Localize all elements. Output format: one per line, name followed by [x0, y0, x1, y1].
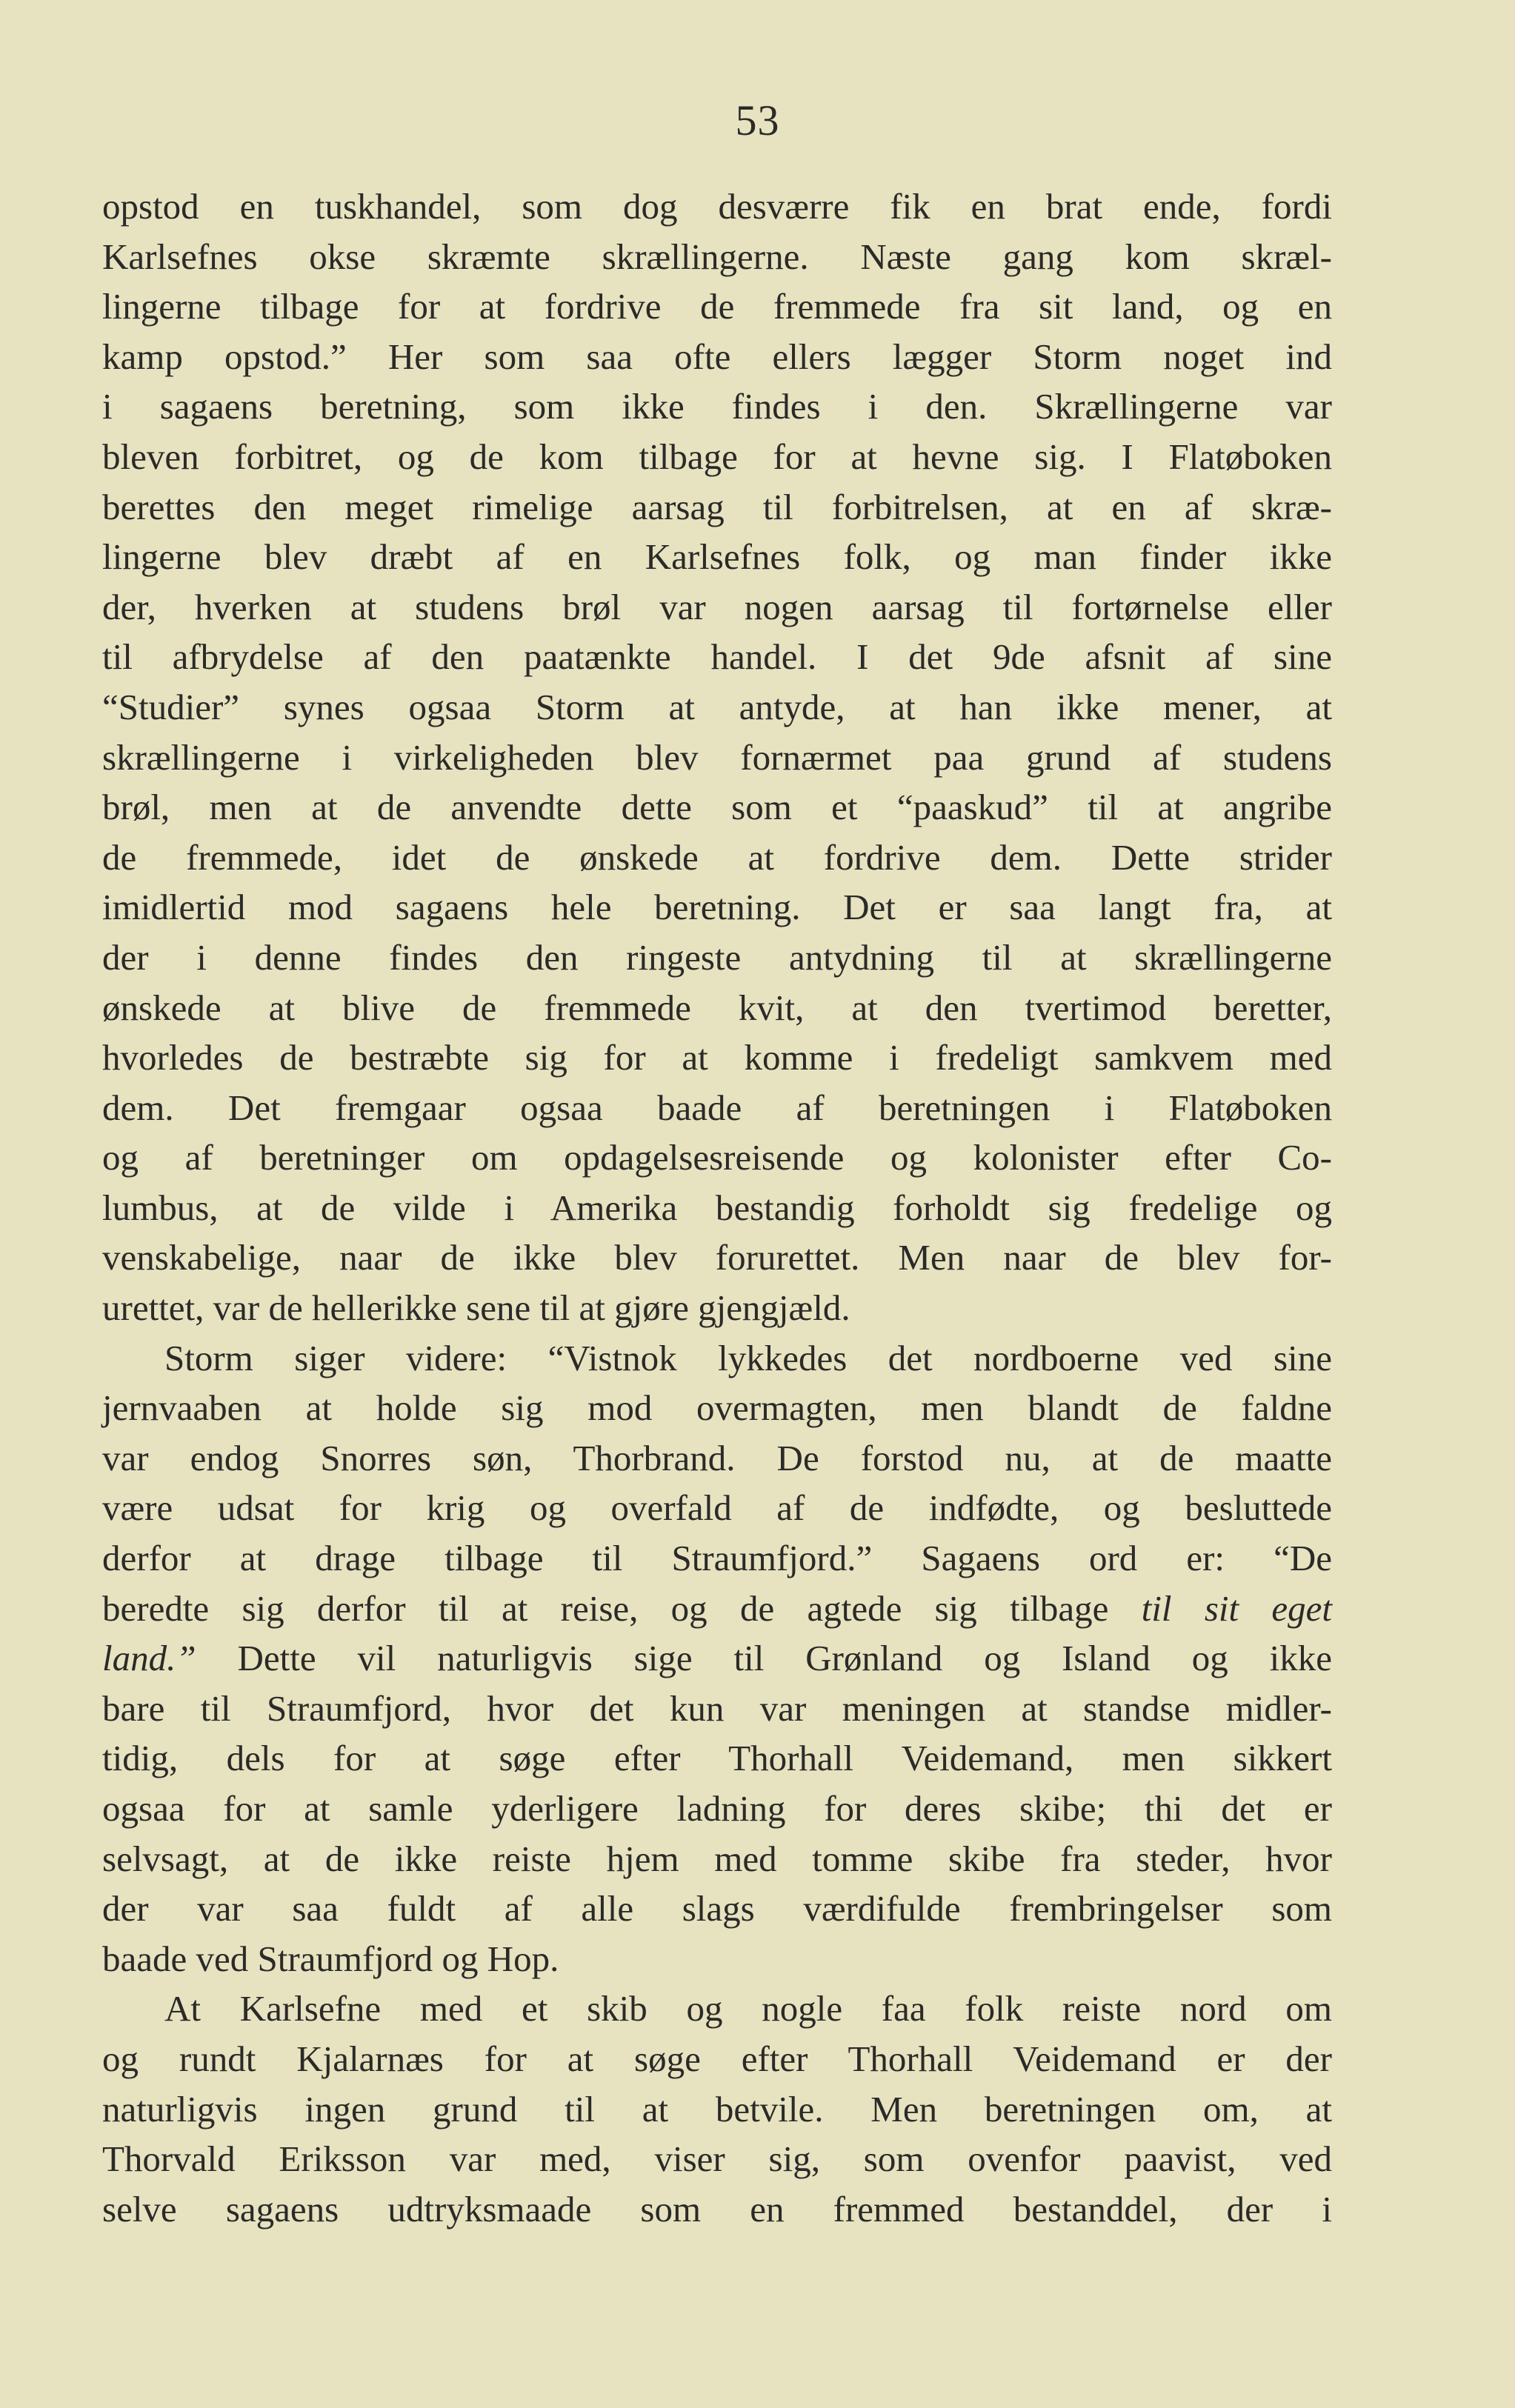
text-line: naturligvis ingen grund til at betvile. Men beretningen om, at [102, 2088, 1332, 2129]
italic-quote: til sit eget [1141, 1587, 1333, 1629]
text-line: i sagaens beretning, som ikke findes i den. Skrællingerne var [102, 386, 1332, 427]
text-line: venskabelige, naar de ikke blev forurettet. Men naar de blev for- [102, 1237, 1332, 1278]
text-line: skrællingerne i virkeligheden blev fornærmet paa grund af studens [102, 736, 1332, 778]
text-line-paragraph-start: At Karlsefne med et skib og nogle faa folk reiste nord om [164, 1988, 1332, 2030]
text-line: bare til Straumfjord, hvor det kun var meningen at standse midler- [102, 1687, 1332, 1729]
text-line: hvorledes de bestræbte sig for at komme i fredeligt samkvem med [102, 1037, 1332, 1078]
page-number: 53 [735, 96, 780, 144]
text-line: til afbrydelse af den paatænkte handel. I det 9de afsnit af sine [102, 636, 1332, 678]
text-line: der var saa fuldt af alle slags værdifulde frembringelser som [102, 1888, 1332, 1930]
text-line: og rundt Kjalarnæs for at søge efter Thorhall Veidemand er der [102, 2038, 1332, 2079]
text-line: ønskede at blive de fremmede kvit, at den tvertimod beretter, [102, 987, 1332, 1028]
text-line: berettes den meget rimelige aarsag til forbitrelsen, at en af skræ- [102, 486, 1332, 527]
text-line: kamp opstod.” Her som saa ofte ellers lægger Storm noget ind [102, 336, 1332, 377]
text-line: var endog Snorres søn, Thorbrand. De forstod nu, at de maatte [102, 1437, 1332, 1478]
text-line: ogsaa for at samle yderligere ladning for deres skibe; thi det er [102, 1788, 1332, 1829]
text-line: land.” Dette vil naturligvis sige til Grønland og Island og ikke [102, 1638, 1332, 1679]
text-line: opstod en tuskhandel, som dog desværre fik en brat ende, fordi [102, 186, 1332, 227]
text-line: derfor at drage tilbage til Straumfjord.” Sagaens ord er: “De [102, 1538, 1332, 1579]
text-line: der i denne findes den ringeste antydning til at skrællingerne [102, 936, 1332, 978]
text-line: jernvaaben at holde sig mod overmagten, men blandt de faldne [102, 1387, 1332, 1429]
text-line: der, hverken at studens brøl var nogen aarsag til fortørnelse eller [102, 586, 1332, 627]
text-line: brøl, men at de anvendte dette som et “paaskud” til at angribe [102, 787, 1332, 828]
text-line-paragraph-end: urettet, var de hellerikke sene til at gjøre gjengjæld. [102, 1287, 850, 1329]
text-line: selve sagaens udtryksmaade som en fremmed bestanddel, der i [102, 2188, 1332, 2229]
text-line-paragraph-start: Storm siger videre: “Vistnok lykkedes det nordboerne ved sine [164, 1337, 1332, 1378]
text-line: “Studier” synes ogsaa Storm at antyde, at han ikke mener, at [102, 686, 1332, 727]
text-line: de fremmede, idet de ønskede at fordrive dem. Dette strider [102, 836, 1332, 878]
text-line: Thorvald Eriksson var med, viser sig, som ovenfor paavist, ved [102, 2138, 1332, 2180]
text-line: lumbus, at de vilde i Amerika bestandig forholdt sig fredelige og [102, 1187, 1332, 1228]
text-line: lingerne tilbage for at fordrive de fremmede fra sit land, og en [102, 286, 1332, 327]
text-line: tidig, dels for at søge efter Thorhall Veidemand, men sikkert [102, 1738, 1332, 1779]
text-line: bleven forbitret, og de kom tilbage for at hevne sig. I Flatøboken [102, 436, 1332, 477]
text-line-paragraph-end: baade ved Straumfjord og Hop. [102, 1938, 559, 1979]
text-line: selvsagt, at de ikke reiste hjem med tomme skibe fra steder, hvor [102, 1838, 1332, 1879]
text-line: imidlertid mod sagaens hele beretning. Det er saa langt fra, at [102, 887, 1332, 928]
body-text [102, 181, 1332, 2234]
text-line: Karlsefnes okse skræmte skrællingerne. Næste gang kom skræl- [102, 236, 1332, 277]
text-line: være udsat for krig og overfald af de indfødte, og besluttede [102, 1487, 1332, 1529]
text-line: dem. Det fremgaar ogsaa baade af beretningen i Flatøboken [102, 1087, 1332, 1128]
text-line: og af beretninger om opdagelsesreisende og kolonister efter Co- [102, 1137, 1332, 1178]
text-line: beredte sig derfor til at reise, og de agtede sig tilbage til sit eget [102, 1587, 1333, 1629]
italic-quote: land.” [102, 1638, 196, 1679]
text-line: lingerne blev dræbt af en Karlsefnes folk, og man finder ikke [102, 536, 1332, 578]
